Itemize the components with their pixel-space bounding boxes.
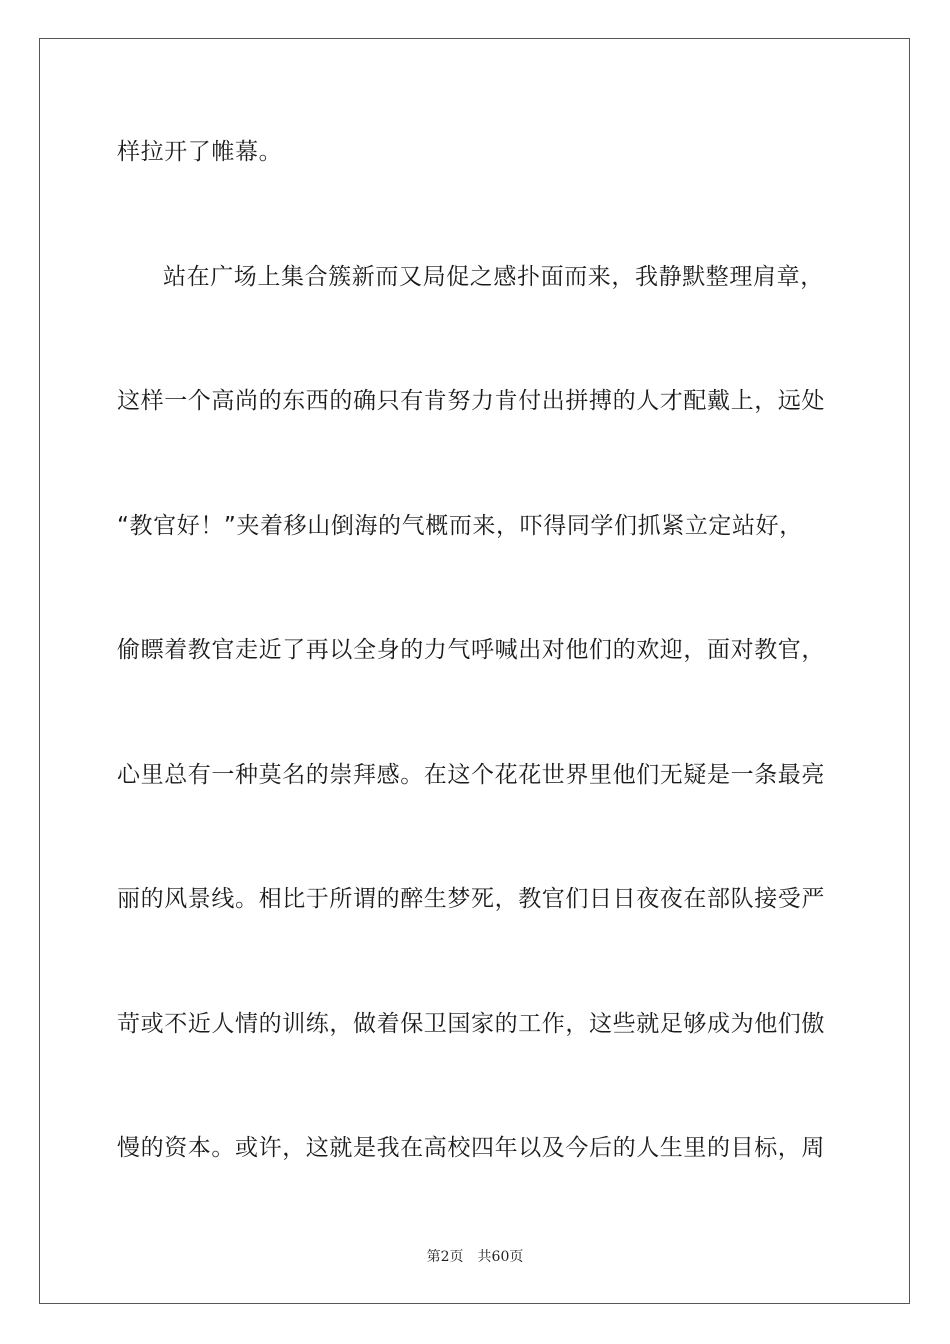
text-line: 站在广场上集合簇新而又局促之感扑面而来，我静默整理肩章， [163, 264, 824, 290]
text-line: 偷瞟着教官走近了再以全身的力气呼喊出对他们的欢迎，面对教官， [117, 637, 825, 663]
text-line: 这样一个高尚的东西的确只有肯努力肯付出拼搏的人才配戴上，远处 [117, 388, 825, 414]
text-line: 慢的资本。或许，这就是我在高校四年以及今后的人生里的目标，周 [117, 1135, 825, 1161]
page-number: 第2页 [426, 1249, 464, 1265]
text-line: 心里总有一种莫名的崇拜感。在这个花花世界里他们无疑是一条最亮 [117, 762, 825, 788]
page-total: 共60页 [477, 1249, 524, 1265]
text-line: “教官好！”夹着移山倒海的气概而来，吓得同学们抓紧立定站好， [117, 513, 803, 539]
text-line: 丽的风景线。相比于所谓的醉生梦死，教官们日日夜夜在部队接受严 [117, 886, 825, 912]
page-footer [0, 1248, 950, 1266]
page-border [39, 38, 910, 1304]
text-line: 苛或不近人情的训练，做着保卫国家的工作，这些就足够成为他们傲 [117, 1011, 825, 1037]
text-line: 样拉开了帷幕。 [117, 139, 283, 165]
